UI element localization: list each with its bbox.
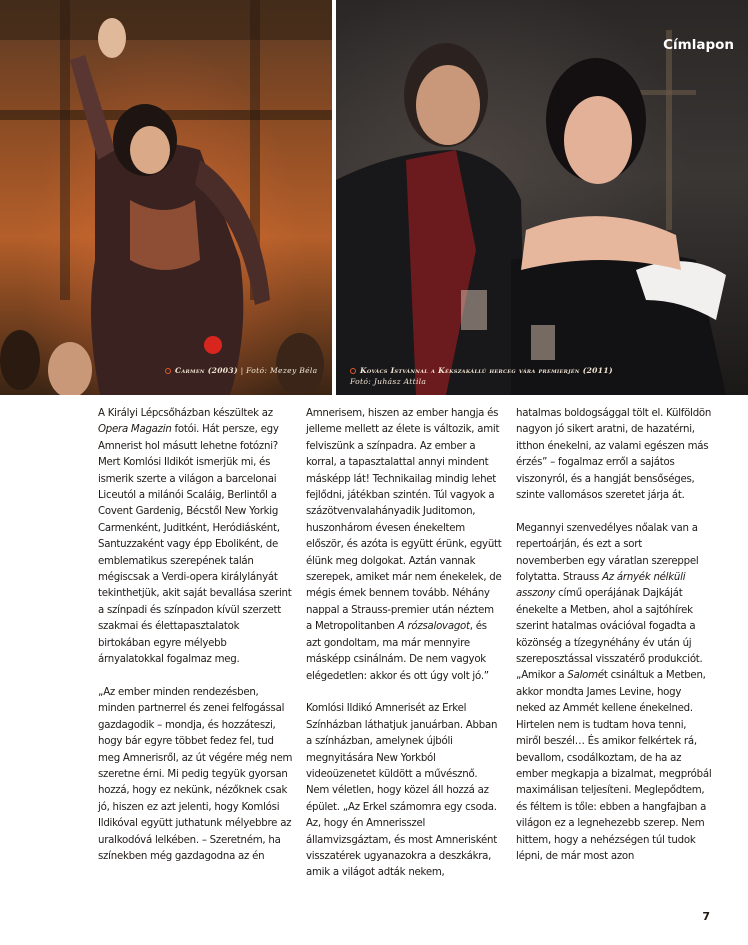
text-run: , és azt gondoltam, ma már mennyire másképp csinálnám. De nem vagyok elégedetlen: akkor és ott úgy volt jó.” (306, 621, 489, 682)
carmen-photo-credit: Fotó: Mezey Béla (246, 366, 318, 375)
italic-title: Opera Magazin (98, 424, 172, 436)
paragraph (516, 406, 712, 504)
paragraph (98, 685, 294, 865)
premiere-caption (350, 365, 613, 387)
text-run: hatalmas boldogsággal tölt el. Külföldön nagyon jó sikert aratni, de hazatérni, itthon énekelni, az valami egészen más érzés” – fogalmaz erről a sajátos viszonyról, és a hangját bensőséges, szinte vallomásos szeretet járja át. (516, 408, 712, 502)
paragraph (306, 406, 502, 685)
article-column-1 (98, 406, 294, 882)
premiere-caption-title: Kovács Istvánnal a Kékszakállú herceg vára premierjén (2011) (360, 366, 613, 375)
premiere-photo-credit: Fotó: Juhász Attila (350, 377, 427, 386)
text-run: című operájának Dajkáját énekelte a Metben, ahol a sajtóhírek szerint hatalmas ovációval fogadta a közönség a tízegynéhány év után új szereposztással visszatérő produkciót. „Amikor a (516, 588, 703, 682)
text-run: Megannyi szenvedélyes nőalak van a repertoárján, és ezt a sort novemberben egy váratlan szereppel folytatta. Strauss (516, 522, 699, 584)
caption-separator: | (237, 366, 247, 375)
caption-bullet-icon (165, 368, 171, 374)
article-column-3 (516, 406, 712, 882)
page-number: 7 (702, 910, 710, 923)
text-run: t csináltuk a Metben, akkor mondta James Levine, hogy neked az Ammét kellene énekelned. Hirtelen nem is tudtam hova tenni, miről beszél… És amikor felkértek rá, bevallom, csodálkoztam, de ha az ember megkapja a bizalmat, megpróbál maximálisan teljesíteni. Meglepődtem, és féltem is tőle: ebben a hangfajban a világon ez a legnehezebb szerep. Nem hittem, hogy a nehézségen túl tudok lépni, de már most azon (516, 670, 712, 862)
text-run: Komlósi Ildikó Amnerisét az Erkel Színházban láthatjuk januárban. Abban a színházban, amelynek újbóli megnyitására New Yorkból videoüzenetet küldött a művésznő. Nem véletlen, hogy közel áll hozzá az épület. „Az Erkel számomra egy csoda. Az, hogy én Amnerisszel államvizsgáztam, és most Amnerisként visszatérek ugyanazokra a deszkákra, amik a világot adták nekem, (306, 703, 498, 879)
paragraph (516, 521, 712, 866)
carmen-photo-illustration (0, 0, 332, 395)
italic-title: A rózsalovagot (397, 621, 470, 633)
section-label: Címlapon (663, 37, 734, 53)
premiere-photo (336, 0, 748, 395)
article-column-2 (306, 406, 502, 898)
italic-title: Salomé (567, 670, 604, 682)
italic-title: Az árnyék nélküli asszony (516, 572, 686, 600)
text-run: fotói. Hát persze, egy Amnerist hol másutt lehetne fotózni? Mert Komlósi Ildikót ismerjük mi, és ismerik szerte a világon a barcelonai Liceutól a milánói Scaláig, Berlintől a Covent Gardenig, Bécstől New Yorkig Carmenként, Juditként, Heródiásként, Santuzzaként vagy épp Eboliként, de emblematikus szerepének talán mégiscsak a Verdi-opera királylányát tekinthetjük, akit saját bevallása szerint a színpadi és színpadon kívül szerzett szakmai és élettapasztalatok birtokában egyre mélyebb árnyalatokkal fogalmaz meg. (98, 424, 292, 666)
carmen-caption-title: Carmen (2003) (175, 366, 238, 375)
text-run: Amnerisem, hiszen az ember hangja és jelleme mellett az élete is változik, amit felviszünk a színpadra. Az ember a korral, a tapasztalattal annyi mindent másképp lát! Technikailag mindig lehet fejlődni, játékban szintén. Túl vagyok a százötvenvalahányadik Juditomon, huszonhárom évesen énekeltem először, és azóta is együtt érünk, együtt élünk meg dolgokat. Aztán vannak szerepek, amiket már nem énekelek, de mégis émek bennem tovább. Néhány nappal a Strauss-premier után néztem a Metropolitanben (306, 408, 502, 633)
caption-bullet-icon (350, 368, 356, 374)
text-run: A Királyi Lépcsőházban készültek az (98, 408, 273, 419)
paragraph (306, 701, 502, 881)
carmen-photo (0, 0, 332, 395)
text-run: „Az ember minden rendezésben, minden partnerrel és zenei felfogással gazdagodik – mondja, és hozzáteszi, hogy bár egyre többet fedez fel, tud meg Amnerisről, az út végére még nem szeretne érni. Mi pedig tegyük gyorsan hozzá, hogy ez nekünk, nézőknek csak jó, hiszen ez azt jelenti, hogy Komlósi Ildikóval együtt juthatunk mélyebbre az uralkodóvá lelkében. – Szeretném, ha színekben még gazdagodna az én (98, 686, 293, 862)
premiere-photo-illustration (336, 0, 748, 395)
paragraph (98, 406, 294, 669)
carmen-caption (165, 365, 317, 376)
